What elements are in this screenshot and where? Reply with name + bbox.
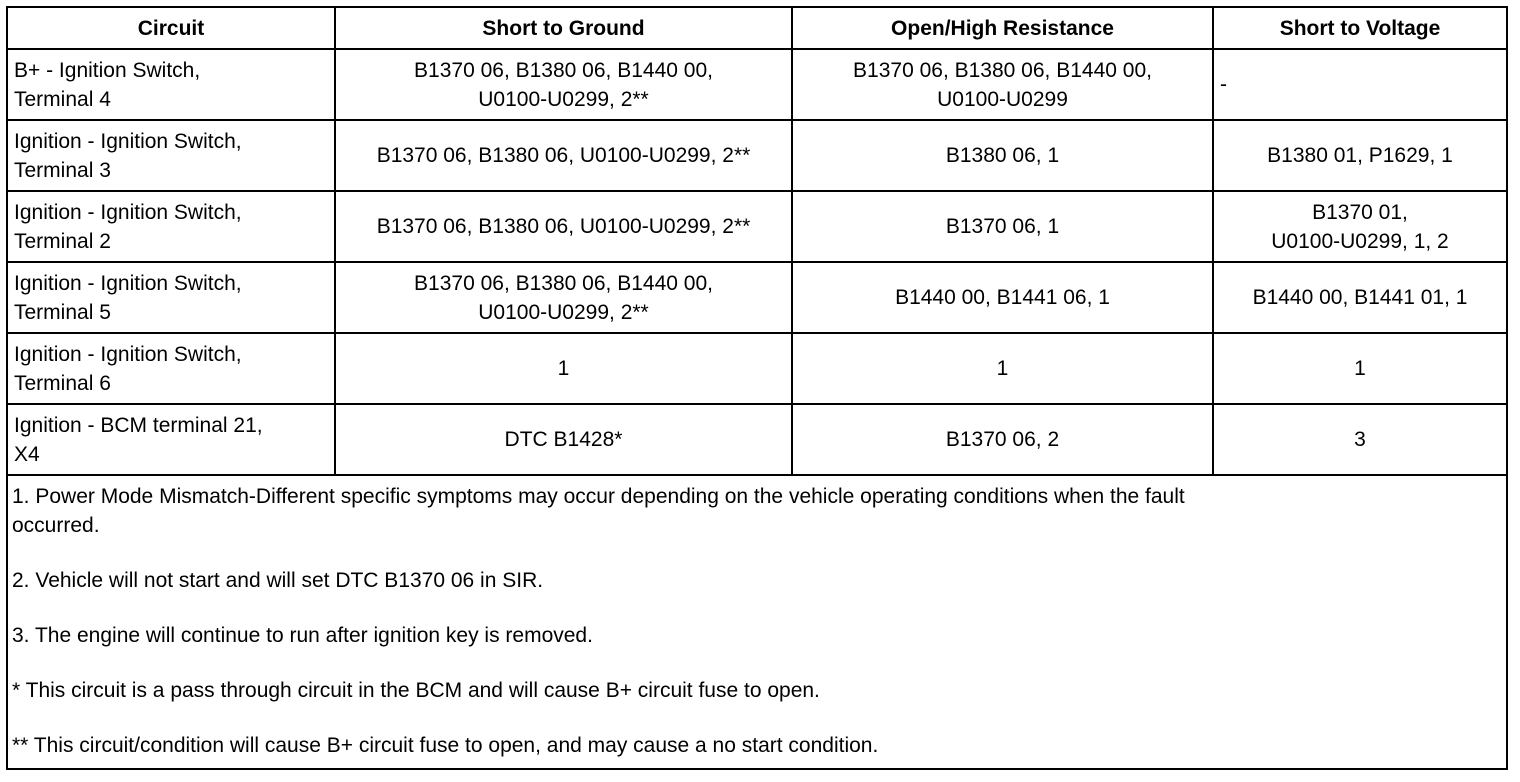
cell-line: U0100-U0299, 1, 2 — [1271, 229, 1449, 253]
cell-line: B1370 06, B1380 06, U0100-U0299, 2** — [376, 215, 751, 238]
header-row — [7, 7, 1507, 49]
cell-short-to-ground — [335, 120, 792, 191]
cell-line: Ignition - Ignition Switch, — [14, 129, 242, 153]
cell-short-to-ground — [335, 49, 792, 120]
footnote — [12, 621, 1500, 650]
table-row — [7, 333, 1507, 404]
cell-line: B1370 06, B1380 06, U0100-U0299, 2** — [376, 144, 751, 167]
footnote-line: 2. Vehicle will not start and will set DTC B1370 06 in SIR. — [12, 569, 544, 592]
cell-line: DTC B1428* — [504, 428, 623, 451]
cell-open-high-resistance — [792, 333, 1213, 404]
cell-line: Terminal 2 — [14, 229, 111, 253]
cell-short-to-voltage — [1213, 49, 1507, 120]
cell-line: B1440 00, B1441 01, 1 — [1252, 286, 1468, 309]
cell-line: Terminal 6 — [14, 371, 111, 395]
cell-line: B1370 06, B1380 06, B1440 00, — [414, 271, 713, 295]
notes-cell — [7, 475, 1507, 769]
footnote — [12, 566, 1500, 595]
cell-line: X4 — [14, 442, 40, 466]
cell-line: Ignition - Ignition Switch, — [14, 342, 242, 366]
circuit-fault-table — [6, 6, 1508, 770]
cell-line: Ignition - Ignition Switch, — [14, 271, 242, 295]
cell-circuit — [7, 404, 335, 475]
cell-line: B1370 06, B1380 06, B1440 00, — [853, 58, 1152, 82]
footnote — [12, 676, 1500, 705]
cell-short-to-ground — [335, 262, 792, 333]
cell-line: Ignition - BCM terminal 21, — [14, 413, 263, 437]
cell-line: U0100-U0299 — [937, 87, 1068, 111]
cell-short-to-voltage — [1213, 333, 1507, 404]
table-row — [7, 120, 1507, 191]
footnote-line: 3. The engine will continue to run after ignition key is removed. — [12, 624, 593, 647]
table-row — [7, 191, 1507, 262]
cell-line: - — [1220, 73, 1227, 96]
cell-short-to-ground — [335, 333, 792, 404]
cell-open-high-resistance — [792, 404, 1213, 475]
cell-line: B1370 06, 1 — [945, 215, 1060, 238]
cell-line: B1380 01, P1629, 1 — [1267, 144, 1453, 167]
cell-line: 3 — [1354, 428, 1366, 451]
diagnostic-table-container — [6, 6, 1506, 770]
footnote-line: * This circuit is a pass through circuit in the BCM and will cause B+ circuit fuse to open. — [12, 679, 820, 702]
cell-circuit — [7, 191, 335, 262]
cell-line: B1370 06, B1380 06, B1440 00, — [414, 58, 713, 82]
cell-circuit — [7, 120, 335, 191]
table-row — [7, 49, 1507, 120]
cell-short-to-voltage — [1213, 404, 1507, 475]
cell-line: B1380 06, 1 — [945, 144, 1060, 167]
cell-line: B+ - Ignition Switch, — [14, 58, 201, 82]
cell-line: 1 — [1354, 357, 1366, 380]
cell-line: 1 — [557, 357, 570, 380]
cell-circuit — [7, 333, 335, 404]
cell-short-to-voltage — [1213, 262, 1507, 333]
cell-open-high-resistance — [792, 262, 1213, 333]
cell-line: 1 — [996, 357, 1009, 380]
cell-open-high-resistance — [792, 120, 1213, 191]
footnote-line: occurred. — [12, 514, 100, 537]
cell-short-to-ground — [335, 191, 792, 262]
footnote — [12, 482, 1500, 540]
header-circuit: Circuit — [7, 7, 335, 49]
cell-line: Terminal 5 — [14, 300, 111, 324]
cell-short-to-voltage — [1213, 191, 1507, 262]
header-open-high-resistance: Open/High Resistance — [792, 7, 1213, 49]
cell-short-to-ground — [335, 404, 792, 475]
cell-open-high-resistance — [792, 191, 1213, 262]
cell-line: Terminal 3 — [14, 158, 111, 182]
cell-line: B1370 01, — [1312, 200, 1408, 224]
table-row — [7, 404, 1507, 475]
notes-row — [7, 475, 1507, 769]
cell-line: U0100-U0299, 2** — [478, 87, 649, 111]
cell-line: B1370 06, 2 — [945, 428, 1060, 451]
cell-short-to-voltage — [1213, 120, 1507, 191]
cell-line: U0100-U0299, 2** — [478, 300, 649, 324]
footnote — [12, 731, 1500, 760]
cell-line: B1440 00, B1441 06, 1 — [895, 286, 1110, 309]
cell-open-high-resistance — [792, 49, 1213, 120]
cell-circuit — [7, 49, 335, 120]
footnote-line: 1. Power Mode Mismatch-Different specific symptoms may occur depending on the vehicle operating conditions when the fault — [12, 485, 1185, 508]
cell-circuit — [7, 262, 335, 333]
footnote-line: ** This circuit/condition will cause B+ circuit fuse to open, and may cause a no start condition. — [12, 734, 879, 757]
cell-line: Terminal 4 — [14, 87, 111, 111]
header-short-to-ground: Short to Ground — [335, 7, 792, 49]
table-row — [7, 262, 1507, 333]
cell-line: Ignition - Ignition Switch, — [14, 200, 242, 224]
header-short-to-voltage: Short to Voltage — [1213, 7, 1507, 49]
table-body — [7, 49, 1507, 475]
